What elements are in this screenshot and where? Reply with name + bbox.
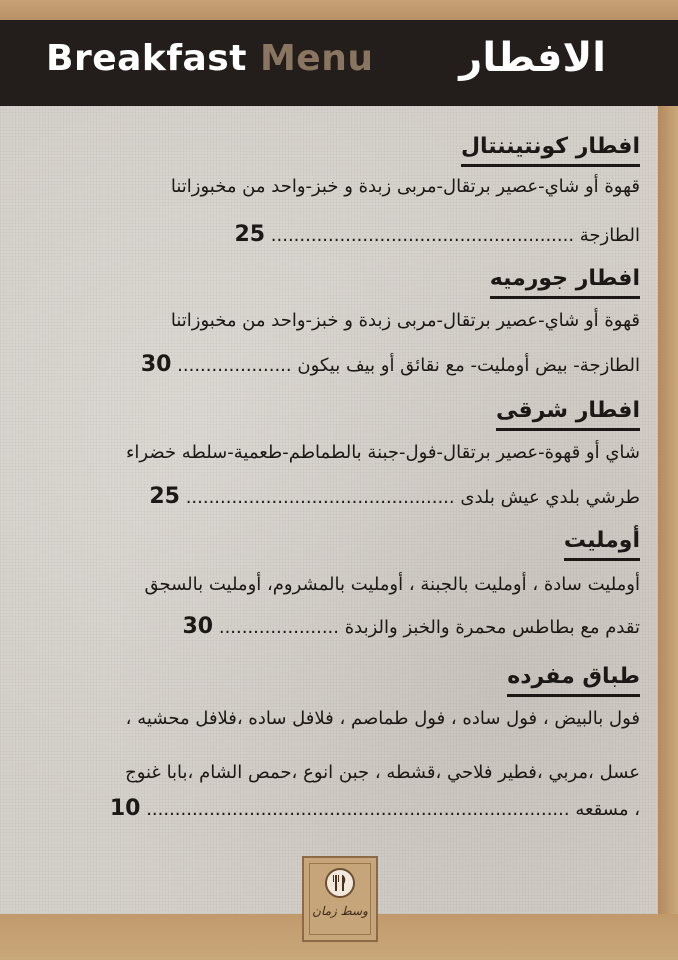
section-heading: افطار كونتيننتال — [461, 132, 640, 167]
item-price: 10 — [109, 796, 141, 821]
item-price: 25 — [234, 222, 266, 247]
price-line — [40, 352, 640, 379]
item-price: 25 — [149, 484, 180, 509]
item-description: أومليت سادة ، أومليت بالجبنة ، أومليت بالمشروم، أومليت بالسجق — [144, 574, 640, 595]
price-line — [40, 222, 640, 249]
price-dots: ..................................................... — [270, 225, 575, 246]
item-description: ، مسقعه — [575, 799, 640, 820]
logo-border — [309, 863, 371, 935]
title-arabic: الافطار — [459, 35, 606, 81]
title-english-accent: Menu — [259, 38, 374, 79]
item-price: 30 — [140, 352, 172, 377]
price-dots: .......................................................................... — [146, 799, 570, 820]
item-price: 30 — [182, 614, 214, 639]
item-description: قهوة أو شاي-عصير برتقال-مربى زبدة و خبز-واحد من مخبوزاتنا — [170, 310, 640, 331]
item-description: عسل ،مربي ،فطير فلاحي ،قشطه ، جبن انوع ،حمص الشام ،بابا غنوج — [125, 762, 640, 783]
section-heading: افطار جورميه — [490, 264, 640, 299]
section-heading: افطار شرقى — [496, 396, 640, 431]
item-description: شاي أو قهوة-عصير برتقال-فول-جبنة بالطماطم-طعمية-سلطه خضراء — [125, 442, 640, 463]
item-description: تقدم مع بطاطس محمرة والخبز والزبدة — [344, 617, 640, 638]
fork-knife-icon — [325, 868, 355, 898]
price-dots: ............................................... — [185, 487, 455, 508]
item-description: فول بالبيض ، فول ساده ، فول طماصم ، فلافل ساده ،فلافل محشيه ، — [125, 708, 640, 729]
item-description: قهوة أو شاي-عصير برتقال-مربى زبدة و خبز-واحد من مخبوزاتنا — [170, 176, 640, 197]
section-heading: أومليت — [564, 526, 640, 561]
price-dots: ..................... — [218, 617, 339, 638]
price-line — [40, 796, 640, 823]
menu-paper — [0, 106, 658, 914]
item-description: الطازجة — [579, 225, 640, 246]
restaurant-logo — [302, 856, 378, 942]
item-description: طرشي بلدي عيش بلدى — [460, 487, 640, 508]
title-english-main: Breakfast — [46, 38, 247, 79]
frame-right — [658, 106, 678, 960]
frame-top — [0, 0, 678, 20]
logo-text: وسط زمان — [312, 904, 368, 918]
section-heading: طباق مفرده — [507, 662, 640, 697]
price-dots: .................... — [177, 355, 292, 376]
price-line — [40, 614, 640, 641]
item-description: الطازجة- بيض أومليت- مع نقائق أو بيف بيكون — [297, 355, 640, 376]
title-english — [46, 38, 373, 80]
price-line — [40, 484, 640, 511]
